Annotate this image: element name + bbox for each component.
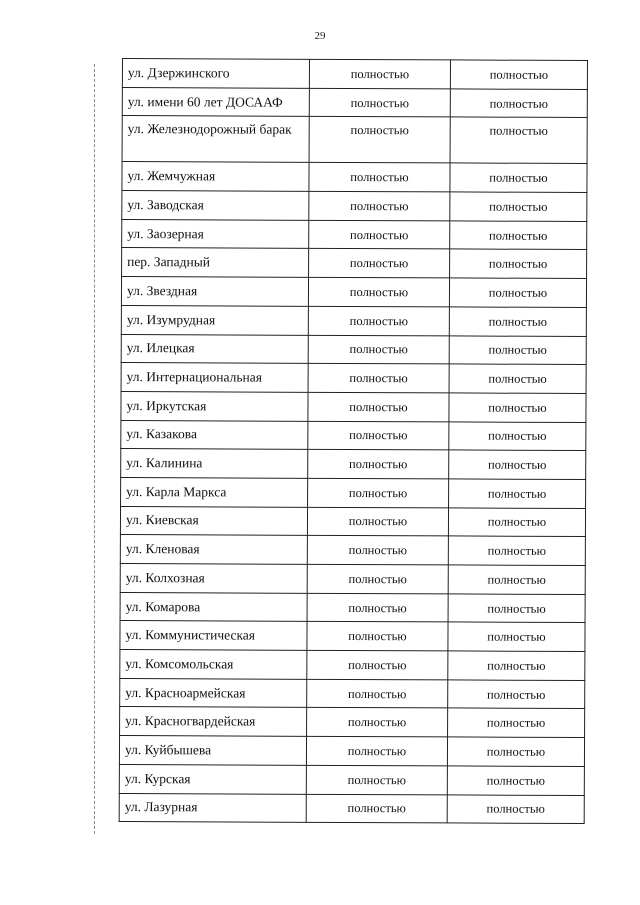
page-number: 29 xyxy=(314,30,326,42)
table-row xyxy=(122,87,587,118)
street-name-cell: ул. Курская xyxy=(119,764,306,794)
coverage-cell-b: полностью xyxy=(450,117,587,164)
table-row xyxy=(122,162,587,193)
table-row xyxy=(122,219,587,250)
coverage-cell-b: полностью xyxy=(450,249,587,278)
table-row xyxy=(121,334,586,365)
coverage-cell-b: полностью xyxy=(447,794,584,823)
table-row xyxy=(121,305,586,336)
coverage-cell-a: полностью xyxy=(308,335,449,364)
scan-margin-line xyxy=(94,64,95,834)
coverage-cell-b: полностью xyxy=(448,622,585,651)
table-row xyxy=(119,764,584,795)
street-name-cell: ул. Железнодорожный барак xyxy=(122,116,309,163)
table-row xyxy=(120,563,585,594)
street-table-body xyxy=(119,59,587,824)
coverage-cell-b: полностью xyxy=(447,737,584,766)
street-table xyxy=(119,58,588,824)
street-name-cell: ул. Илецкая xyxy=(121,334,308,364)
street-name-cell: ул. Дзержинского xyxy=(122,59,309,89)
table-row xyxy=(120,506,585,537)
coverage-cell-a: полностью xyxy=(309,220,450,249)
coverage-cell-b: полностью xyxy=(447,766,584,795)
coverage-cell-a: полностью xyxy=(306,765,447,794)
street-name-cell: ул. Комсомольская xyxy=(120,650,307,680)
coverage-cell-a: полностью xyxy=(306,736,447,765)
street-name-cell: ул. Калинина xyxy=(121,449,308,479)
coverage-cell-a: полностью xyxy=(308,364,449,393)
table-row xyxy=(119,793,584,824)
coverage-cell-a: полностью xyxy=(309,59,450,88)
street-name-cell: ул. Комарова xyxy=(120,592,307,622)
coverage-cell-a: полностью xyxy=(307,536,448,565)
coverage-cell-a: полностью xyxy=(307,679,448,708)
street-name-cell: ул. Красноармейская xyxy=(120,678,307,708)
coverage-cell-b: полностью xyxy=(450,221,587,250)
coverage-cell-b: полностью xyxy=(449,421,586,450)
coverage-cell-a: полностью xyxy=(309,249,450,278)
table-row xyxy=(120,621,585,652)
street-name-cell: ул. Казакова xyxy=(121,420,308,450)
table-row xyxy=(119,736,584,767)
table-row xyxy=(120,707,585,738)
street-name-cell: ул. Лазурная xyxy=(119,793,306,823)
table-row xyxy=(121,391,586,422)
coverage-cell-b: полностью xyxy=(449,278,586,307)
table-row xyxy=(121,363,586,394)
street-name-cell: ул. Иркутская xyxy=(121,391,308,421)
coverage-cell-a: полностью xyxy=(308,450,449,479)
street-name-cell: ул. Заводская xyxy=(122,191,309,221)
coverage-cell-b: полностью xyxy=(450,60,587,89)
street-name-cell: ул. Красногвардейская xyxy=(120,707,307,737)
street-name-cell: ул. Жемчужная xyxy=(122,162,309,192)
table-row xyxy=(122,59,587,90)
street-name-cell: ул. Интернациональная xyxy=(121,363,308,393)
coverage-cell-a: полностью xyxy=(307,622,448,651)
street-name-cell: пер. Западный xyxy=(122,248,309,278)
coverage-cell-a: полностью xyxy=(307,650,448,679)
coverage-cell-a: полностью xyxy=(307,593,448,622)
coverage-cell-b: полностью xyxy=(449,393,586,422)
table-row xyxy=(120,592,585,623)
coverage-cell-b: полностью xyxy=(448,680,585,709)
coverage-cell-a: полностью xyxy=(308,392,449,421)
coverage-cell-b: полностью xyxy=(450,163,587,192)
coverage-cell-a: полностью xyxy=(307,708,448,737)
table-row xyxy=(120,535,585,566)
street-name-cell: ул. Звездная xyxy=(121,277,308,307)
coverage-cell-b: полностью xyxy=(450,89,587,118)
table-row xyxy=(121,477,586,508)
coverage-cell-a: полностью xyxy=(309,88,450,117)
street-name-cell: ул. Куйбышева xyxy=(119,736,306,766)
coverage-cell-a: полностью xyxy=(307,564,448,593)
coverage-cell-b: полностью xyxy=(449,364,586,393)
coverage-cell-a: полностью xyxy=(308,478,449,507)
coverage-cell-b: полностью xyxy=(448,651,585,680)
table-row xyxy=(120,678,585,709)
coverage-cell-a: полностью xyxy=(309,117,450,164)
coverage-cell-b: полностью xyxy=(449,450,586,479)
street-name-cell: ул. Изумрудная xyxy=(121,305,308,335)
coverage-cell-a: полностью xyxy=(306,794,447,823)
street-name-cell: ул. Карла Маркса xyxy=(121,477,308,507)
coverage-cell-a: полностью xyxy=(307,507,448,536)
coverage-cell-b: полностью xyxy=(450,192,587,221)
coverage-cell-b: полностью xyxy=(449,307,586,336)
coverage-cell-b: полностью xyxy=(448,536,585,565)
coverage-cell-a: полностью xyxy=(309,191,450,220)
coverage-cell-b: полностью xyxy=(448,594,585,623)
coverage-cell-b: полностью xyxy=(448,708,585,737)
table-row xyxy=(121,277,586,308)
table-row xyxy=(120,650,585,681)
street-name-cell: ул. Колхозная xyxy=(120,563,307,593)
street-name-cell: ул. Коммунистическая xyxy=(120,621,307,651)
coverage-cell-a: полностью xyxy=(308,277,449,306)
street-name-cell: ул. Кленовая xyxy=(120,535,307,565)
coverage-cell-b: полностью xyxy=(448,508,585,537)
table-row xyxy=(122,116,587,164)
street-name-cell: ул. Киевская xyxy=(120,506,307,536)
coverage-cell-b: полностью xyxy=(449,335,586,364)
street-name-cell: ул. имени 60 лет ДОСААФ xyxy=(122,87,309,117)
coverage-cell-a: полностью xyxy=(308,306,449,335)
coverage-cell-b: полностью xyxy=(449,479,586,508)
coverage-cell-b: полностью xyxy=(448,565,585,594)
coverage-cell-a: полностью xyxy=(309,163,450,192)
coverage-cell-a: полностью xyxy=(308,421,449,450)
table-row xyxy=(122,248,587,279)
table-row xyxy=(122,191,587,222)
table-row xyxy=(121,449,586,480)
table-row xyxy=(121,420,586,451)
street-name-cell: ул. Заозерная xyxy=(122,219,309,249)
